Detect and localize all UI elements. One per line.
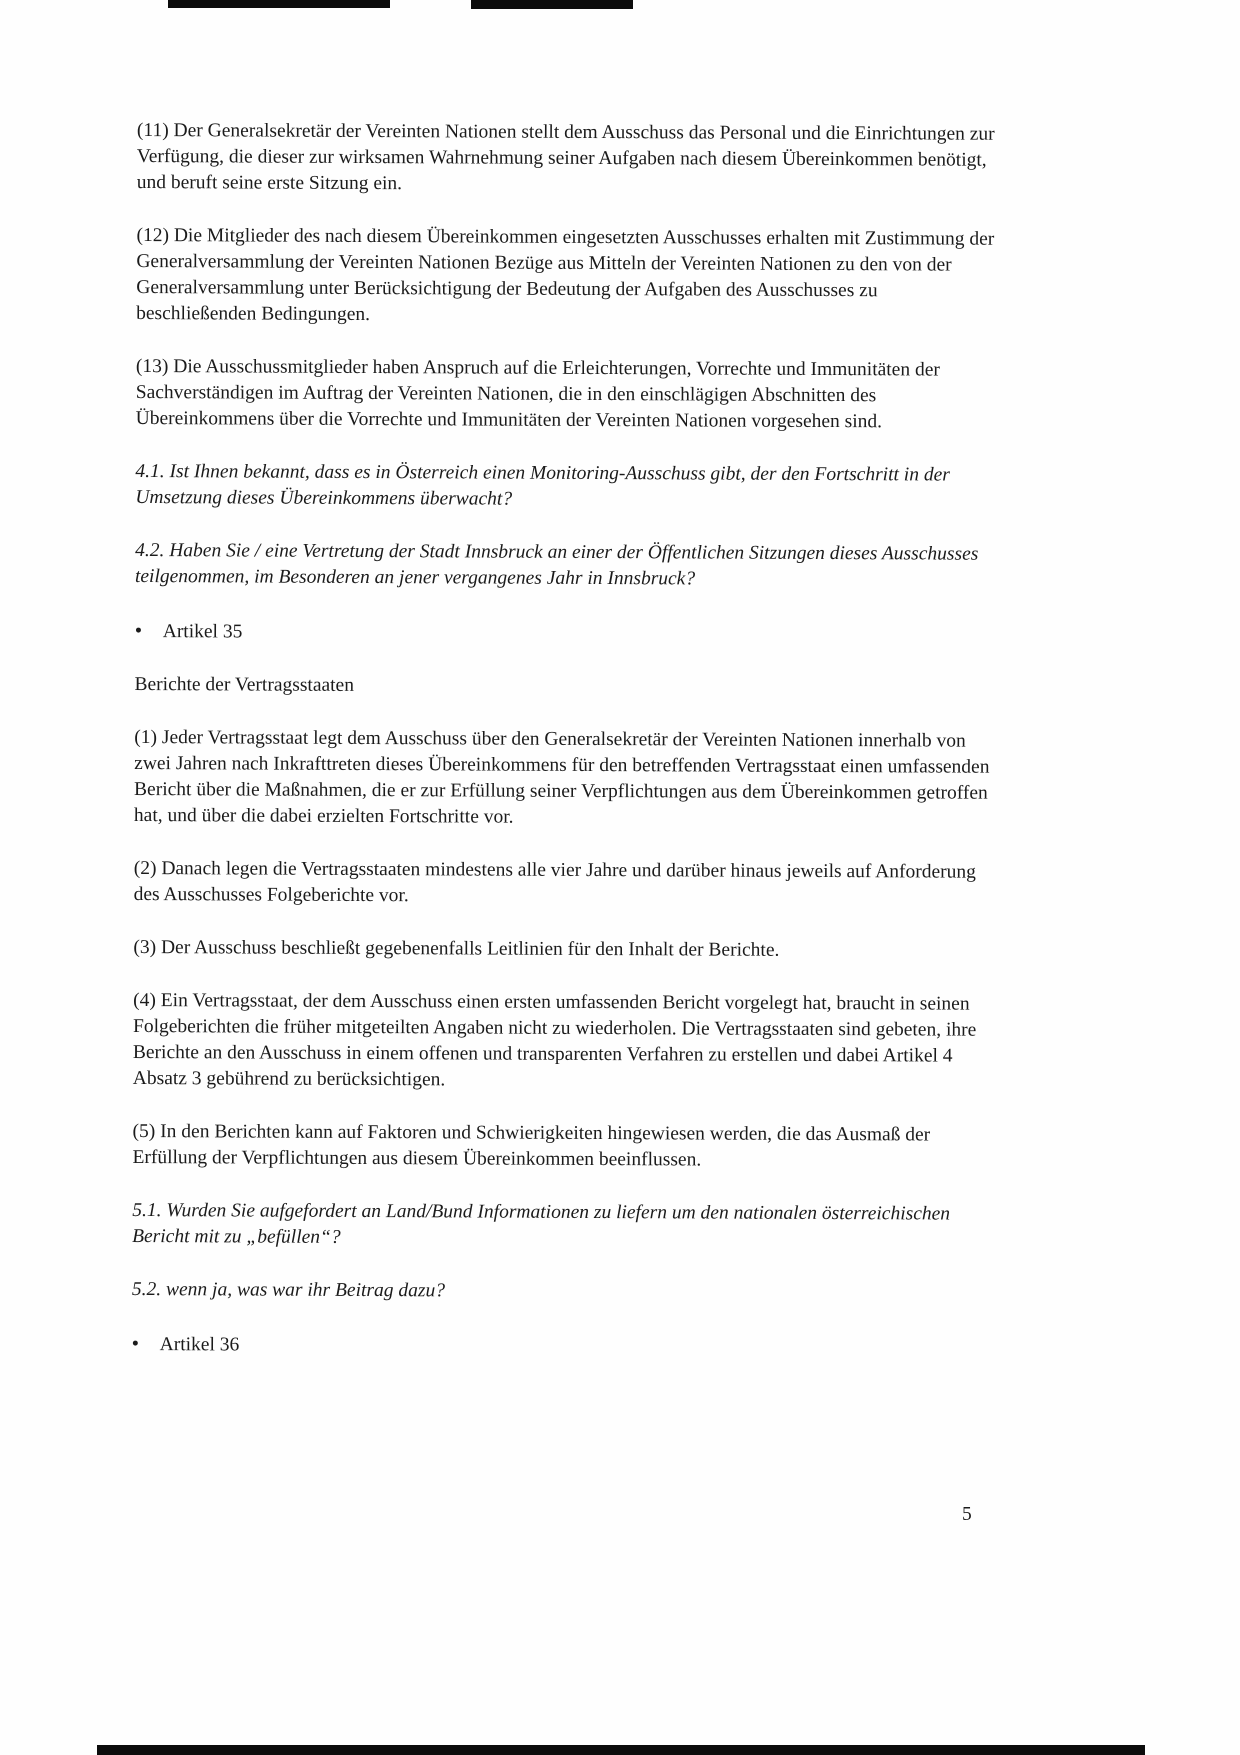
paragraph-12: (12) Die Mitglieder des nach diesem Übereinkommen eingesetzten Ausschusses erhalten mit Zustimmung der Generalversammlung der Vereinten Nationen Bezüge aus Mitteln der Vereinten Nationen zu den von der Generalversammlung unter Berücksichtigung der Bedeutung der Aufgaben des Ausschusses zu beschließenden Bedingungen. <box>136 224 995 326</box>
paragraph-5: (5) In den Berichten kann auf Faktoren und Schwierigkeiten hingewiesen werden, die das Ausmaß der Erfüllung der Verpflichtungen aus diesem Übereinkommen beeinflussen. <box>132 1120 931 1171</box>
bullet-item-artikel-36 <box>132 1330 998 1362</box>
question-4-2: 4.2. Haben Sie / eine Vertretung der Stadt Innsbruck an einer der Öffentlichen Sitzungen dieses Ausschusses teilgenommen, im Besonderen an jener vergangenes Jahr in Innsbruck? <box>134 539 979 590</box>
section-heading-berichte: Berichte der Vertragsstaaten <box>134 673 355 696</box>
bullet-label-artikel-36: Artikel 36 <box>159 1334 240 1356</box>
paragraph-1: (1) Jeder Vertragsstaat legt dem Ausschuss über den Generalsekretär der Vereinten Nationen innerhalb von zwei Jahren nach Inkrafttreten dieses Übereinkommens für den betreffenden Vertragsstaat einen umfassenden Bericht über die Maßnahmen, die er zur Erfüllung seiner Verpflichtungen aus dem Übereinkommen getroffen hat, und über die dabei erzielten Fortschritte vor. <box>133 726 990 828</box>
document-content <box>131 118 1003 1389</box>
page-number: 5 <box>962 1504 972 1525</box>
paragraph-2: (2) Danach legen die Vertragsstaaten mindestens alle vier Jahre und darüber hinaus jeweils auf Anforderung des Ausschusses Folgeberichte vor. <box>133 857 976 907</box>
scan-artifact-top-center <box>471 0 633 9</box>
scan-artifact-top-left <box>168 0 390 8</box>
question-5-2: 5.2. wenn ja, was war ihr Beitrag dazu? <box>131 1278 446 1302</box>
question-4-1: 4.1. Ist Ihnen bekannt, dass es in Österreich einen Monitoring-Ausschuss gibt, der den Fortschritt in der Umsetzung dieses Übereinkommens überwacht? <box>135 460 950 510</box>
bullet-item-artikel-35 <box>135 617 1001 649</box>
scan-artifact-bottom <box>97 1745 1145 1755</box>
paragraph-13: (13) Die Ausschussmitglieder haben Anspruch auf die Erleichterungen, Vorrechte und Immunitäten der Sachverständigen im Auftrag der Vereinten Nationen, die in den einschlägigen Abschnitten des Übereinkommens über die Vorrechte und Immunitäten der Vereinten Nationen vorgesehen sind. <box>135 355 940 433</box>
bullet-label-artikel-35: Artikel 35 <box>162 621 243 643</box>
bullet-icon: • <box>134 617 143 643</box>
paragraph-4: (4) Ein Vertragsstaat, der dem Ausschuss einen ersten umfassenden Bericht vorgelegt hat, braucht in seinen Folgeberichten die früher mitgeteilten Angaben nicht zu wiederholen. Die Vertragsstaaten sind gebeten, ihre Berichte an den Ausschuss in einem offenen und transparenten Verfahren zu erstellen und dabei Artikel 4 Absatz 3 gebührend zu berücksichtigen. <box>132 989 977 1091</box>
question-5-1: 5.1. Wurden Sie aufgefordert an Land/Bund Informationen zu liefern um den nationalen österreichischen Bericht mit zu „befüllen“? <box>132 1199 951 1248</box>
paragraph-11: (11) Der Generalsekretär der Vereinten Nationen stellt dem Ausschuss das Personal und die Einrichtungen zur Verfügung, die dieser zur wirksamen Wahrnehmung seiner Aufgaben nach diesem Übereinkommen benötigt, und beruft seine erste Sitzung ein. <box>136 119 995 195</box>
paragraph-3: (3) Der Ausschuss beschließt gegebenenfalls Leitlinien für den Inhalt der Berichte. <box>133 936 780 961</box>
bullet-icon: • <box>131 1330 140 1356</box>
